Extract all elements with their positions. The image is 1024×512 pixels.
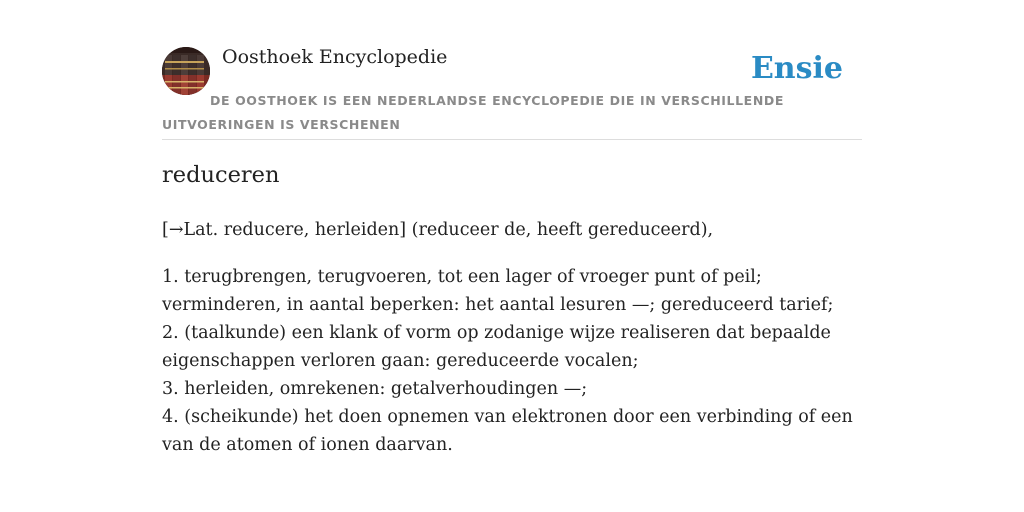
definition-item: 1. terugbrengen, terugvoeren, tot een lager of vroeger punt of peil; verminderen, in aantal beperken: het aantal lesuren —; gereduceerd tarief; [162,267,834,315]
definition-item: 4. (scheikunde) het doen opnemen van elektronen door een verbinding of een van de atomen of ionen daarvan. [162,407,853,455]
definition-item: 3. herleiden, omrekenen: getalverhoudingen —; [162,379,588,399]
source-header [162,0,862,140]
page-content [162,0,862,512]
source-name-link[interactable]: Oosthoek Encyclopedie [222,46,448,68]
definition-list [162,263,862,459]
source-description: DE OOSTHOEK IS EEN NEDERLANDSE ENCYCLOPEDIE DIE IN VERSCHILLENDE UITVOERINGEN IS VERSCHENEN [162,93,784,132]
encyclopedia-books-icon[interactable] [162,47,210,95]
definition-item: 2. (taalkunde) een klank of vorm op zodanige wijze realiseren dat bepaalde eigenschappen verloren gaan: gereduceerde vocalen; [162,323,831,371]
entry-etymology: [→Lat. reducere, herleiden] (reduceer de, heeft gereduceerd), [162,220,714,240]
entry-title: reduceren [162,162,280,188]
site-logo[interactable]: Ensie [750,51,843,86]
